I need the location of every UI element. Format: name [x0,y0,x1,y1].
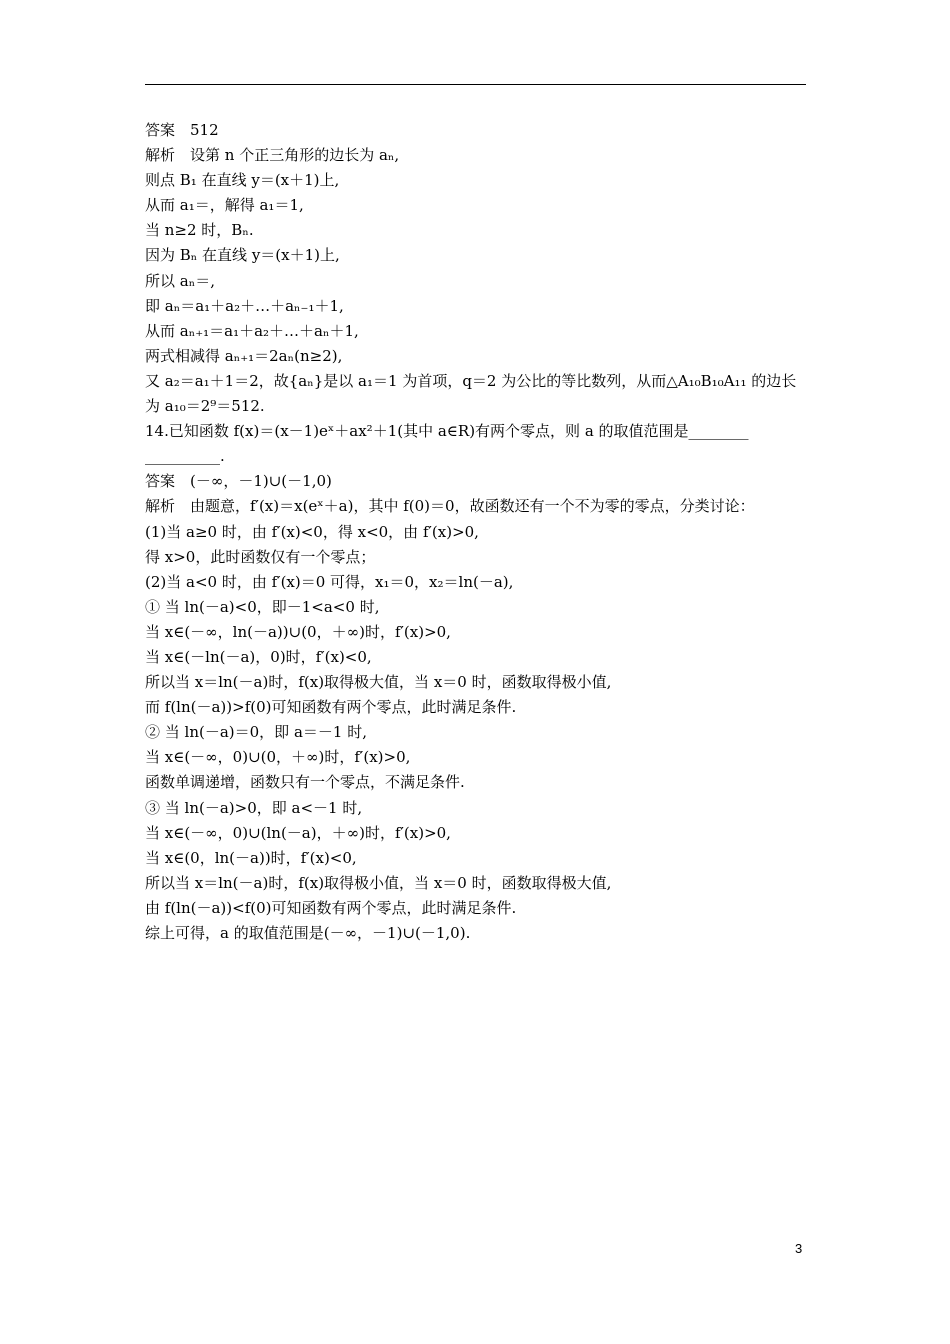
text-line: 解析 设第 n 个正三角形的边长为 aₙ, [145,146,400,165]
text-line: 又 a₂＝a₁＋1＝2，故{aₙ}是以 a₁＝1 为首项，q＝2 为公比的等比数列，从而△A₁₀B₁₀A₁₁ 的边长 [145,371,797,390]
text-line: 从而 aₙ₊₁＝a₁＋a₂＋…＋aₙ＋1, [145,321,359,340]
text-line: 14.已知函数 f(x)＝(x－1)eˣ＋ax²＋1(其中 a∈R)有两个零点，则 a 的取值范围是________ [145,422,749,441]
text-line: 当 x∈(0，ln(－a))时，f′(x)<0, [145,848,357,867]
text-line: 答案 512 [145,121,219,139]
text-line: ② 当 ln(－a)＝0，即 a＝－1 时, [145,723,367,742]
text-line: 解析 由题意，f′(x)＝x(eˣ＋a)，其中 f(0)＝0，故函数还有一个不为零的零点，分类讨论： [145,497,755,516]
text-line: 当 x∈(－∞，0)∪(ln(－a)，＋∞)时，f′(x)>0, [145,823,451,842]
header-rule [145,84,806,85]
text-line: __________. [145,447,225,466]
text-line: 则点 B₁ 在直线 y＝(x＋1)上, [145,171,340,190]
text-line: 因为 Bₙ 在直线 y＝(x＋1)上, [145,246,340,265]
page-number: 3 [795,1241,803,1256]
text-line: 从而 a₁＝，解得 a₁＝1, [145,196,304,215]
text-line: 当 n≥2 时，Bₙ. [145,221,254,240]
text-line: 当 x∈(－ln(－a)，0)时，f′(x)<0, [145,647,372,666]
text-line: 所以 aₙ＝, [145,271,215,290]
text-line: 所以当 x＝ln(－a)时，f(x)取得极小值，当 x＝0 时，函数取得极大值, [145,873,612,892]
text-line: 综上可得，a 的取值范围是(－∞，－1)∪(－1,0). [145,924,471,942]
text-line: 为 a₁₀＝2⁹＝512. [145,397,265,416]
text-line: 当 x∈(－∞，ln(－a))∪(0，＋∞)时，f′(x)>0, [145,622,451,641]
text-line: 当 x∈(－∞，0)∪(0，＋∞)时，f′(x)>0, [145,748,411,767]
text-line: ① 当 ln(－a)<0，即－1<a<0 时, [145,597,380,616]
text-line: 由 f(ln(－a))<f(0)可知函数有两个零点，此时满足条件. [145,898,517,917]
document-body [145,118,810,946]
text-line: (1)当 a≥0 时，由 f′(x)<0，得 x<0，由 f′(x)>0, [145,522,479,541]
text-line: 所以当 x＝ln(－a)时，f(x)取得极大值，当 x＝0 时，函数取得极小值, [145,673,612,692]
text-line: 答案 (－∞，－1)∪(－1,0) [145,472,332,491]
text-line: (2)当 a<0 时，由 f′(x)＝0 可得，x₁＝0，x₂＝ln(－a), [145,572,514,591]
text-line: 函数单调递增，函数只有一个零点，不满足条件. [145,773,465,792]
text-line: 得 x>0，此时函数仅有一个零点； [145,547,376,566]
text-line: 即 aₙ＝a₁＋a₂＋…＋aₙ₋₁＋1, [145,296,344,315]
text-line: 而 f(ln(－a))>f(0)可知函数有两个零点，此时满足条件. [145,698,517,717]
text-line: 两式相减得 aₙ₊₁＝2aₙ(n≥2), [145,346,343,365]
text-line: ③ 当 ln(－a)>0，即 a<－1 时, [145,798,363,817]
